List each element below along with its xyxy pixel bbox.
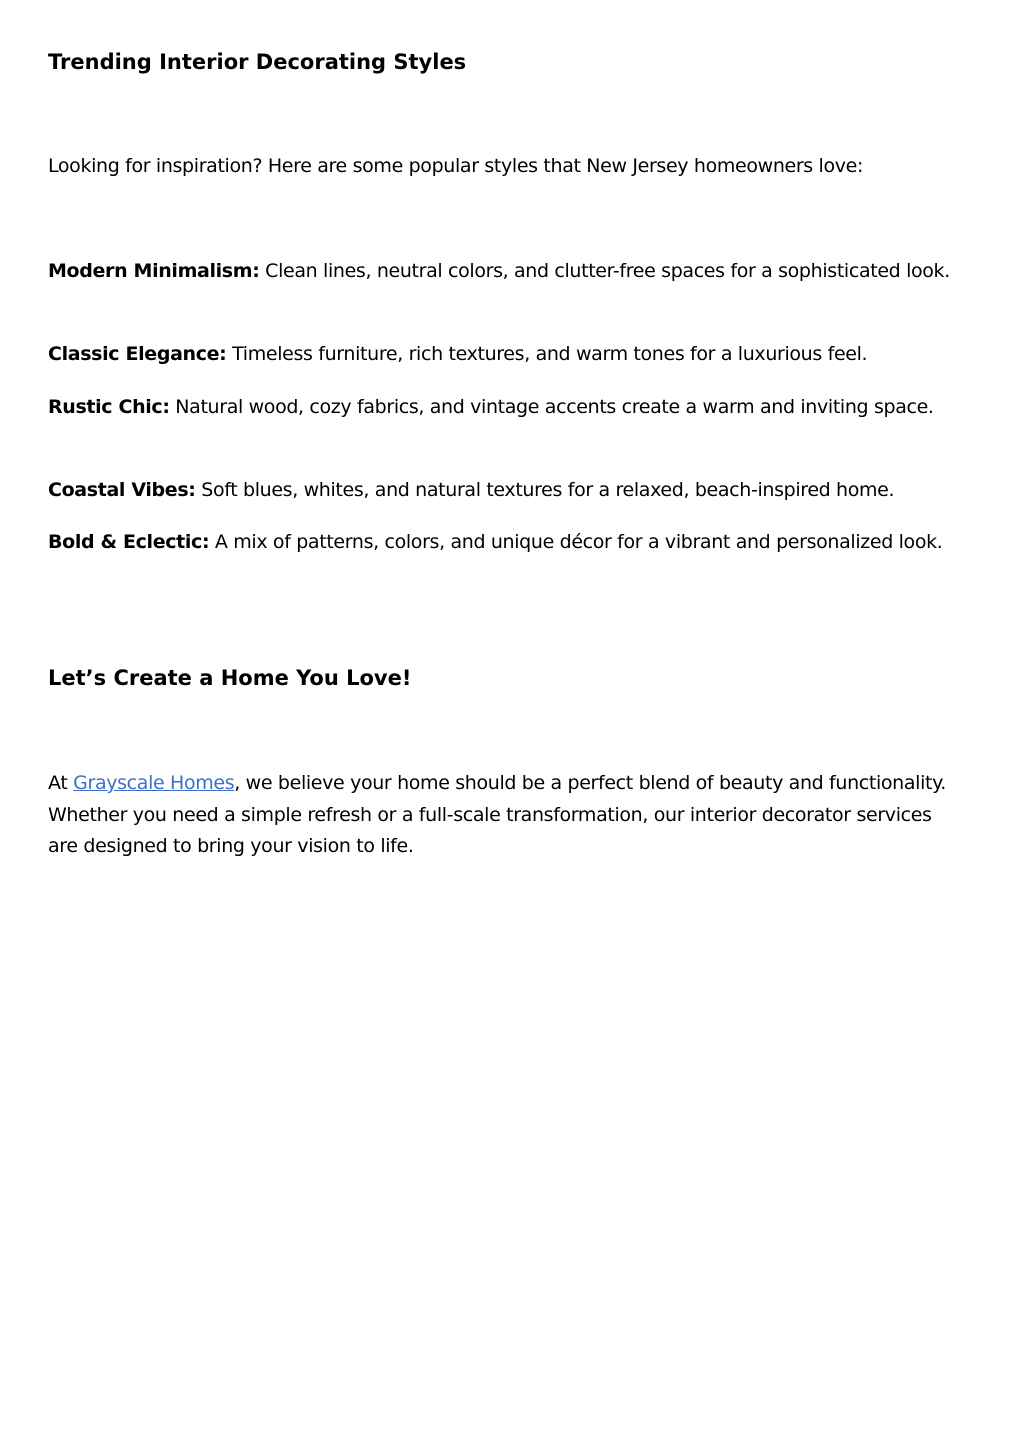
style-term: Classic Elegance:: [48, 343, 227, 365]
style-description: Natural wood, cozy fabrics, and vintage accents create a warm and inviting space.: [169, 396, 934, 418]
style-item-coastal-vibes: [48, 475, 958, 507]
style-item-classic-elegance: [48, 339, 958, 371]
section-heading-trending-styles: Trending Interior Decorating Styles: [48, 50, 467, 74]
style-term: Modern Minimalism:: [48, 260, 260, 282]
style-item-modern-minimalism: [48, 256, 958, 288]
grayscale-homes-link[interactable]: Grayscale Homes: [73, 772, 235, 794]
closing-paragraph: [48, 768, 958, 863]
style-description: Clean lines, neutral colors, and clutter-free spaces for a sophisticated look.: [259, 260, 950, 282]
style-term: Rustic Chic:: [48, 396, 170, 418]
style-term: Bold & Eclectic:: [48, 531, 210, 553]
style-item-bold-eclectic: [48, 527, 958, 559]
style-description: Soft blues, whites, and natural textures for a relaxed, beach-inspired home.: [195, 479, 895, 501]
intro-paragraph: Looking for inspiration? Here are some popular styles that New Jersey homeowners love:: [48, 155, 864, 177]
section-heading-create-home: Let’s Create a Home You Love!: [48, 666, 412, 690]
style-term: Coastal Vibes:: [48, 479, 196, 501]
style-item-rustic-chic: [48, 392, 958, 424]
closing-prefix: At: [48, 772, 74, 794]
closing-suffix: , we believe your home should be a perfect blend of beauty and functionality. Whether you need a simple refresh or a full-scale transformation, our interior decorator services are designed to bring your vision to life.: [48, 772, 946, 857]
style-description: A mix of patterns, colors, and unique décor for a vibrant and personalized look.: [209, 531, 943, 553]
style-description: Timeless furniture, rich textures, and warm tones for a luxurious feel.: [226, 343, 868, 365]
